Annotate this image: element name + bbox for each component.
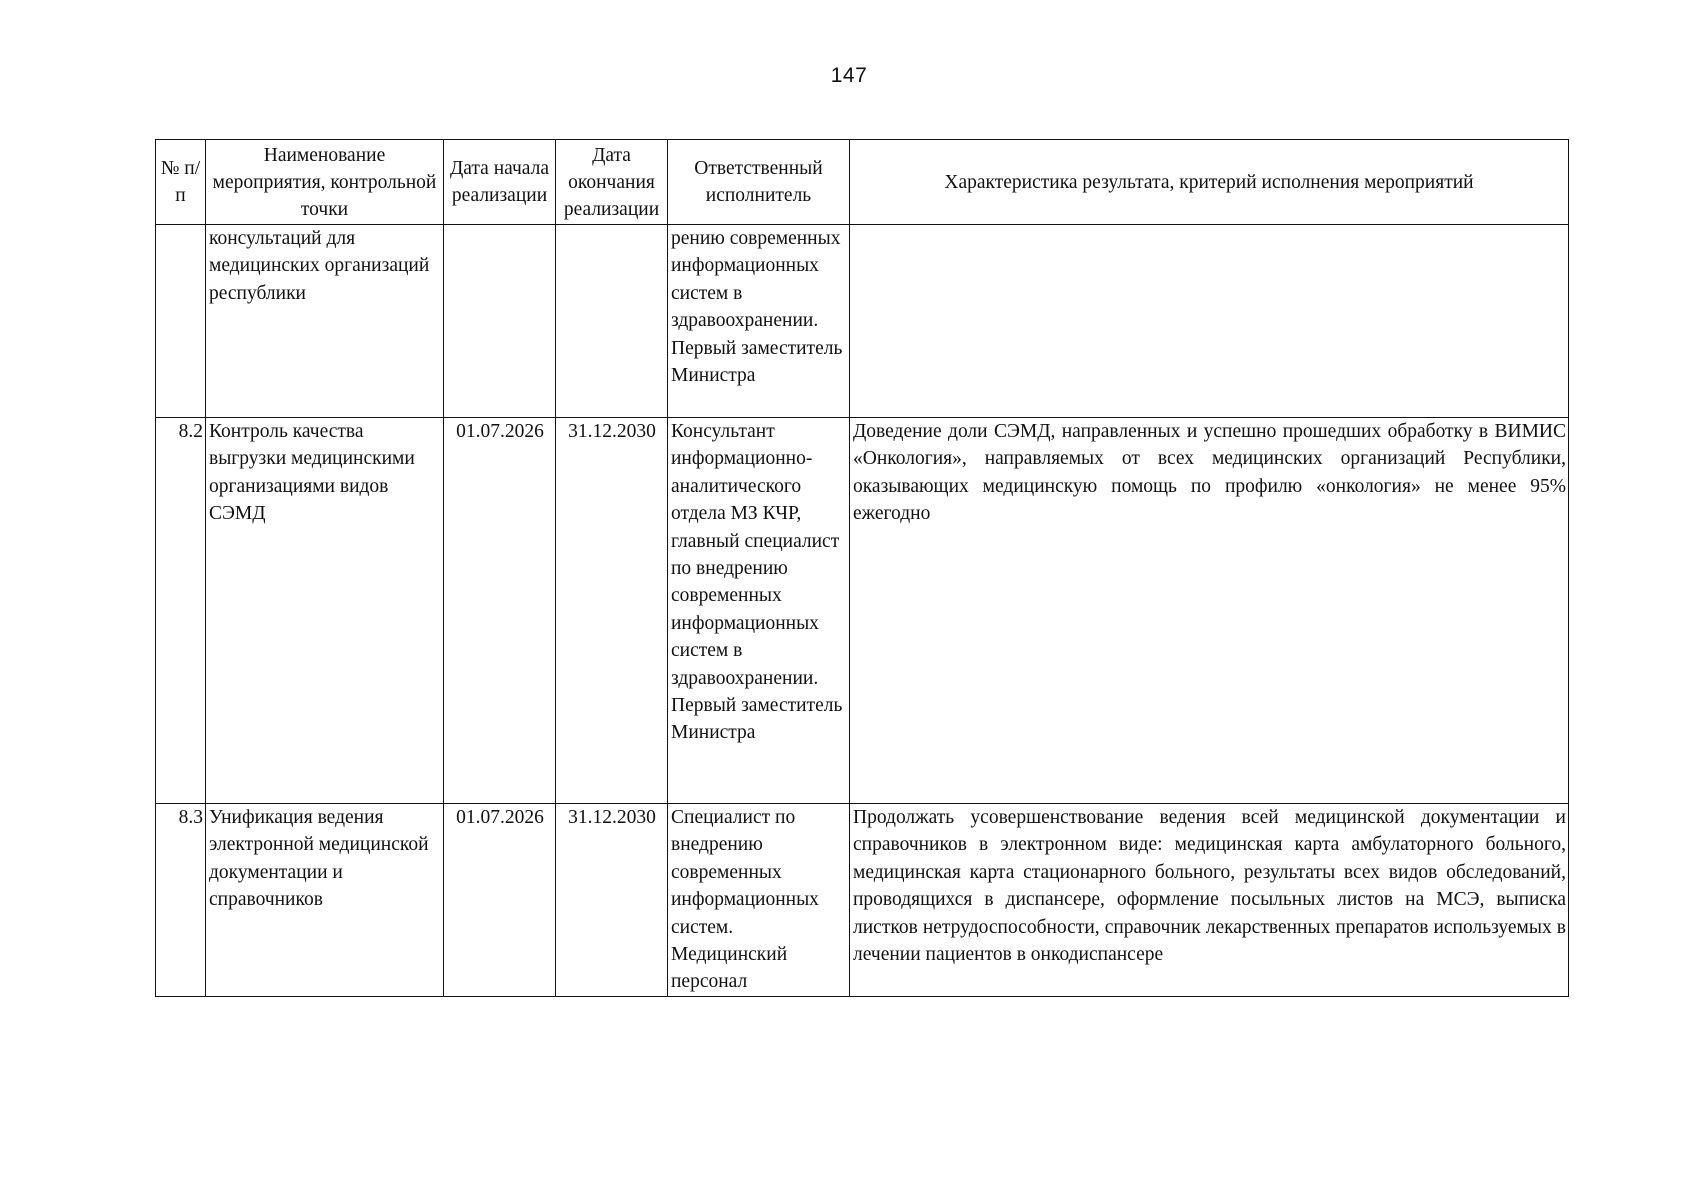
- row-start-date: 01.07.2026: [444, 418, 556, 804]
- header-start-date: Дата начала реализации: [444, 140, 556, 225]
- header-name: Наименование мероприятия, контрольной точки: [206, 140, 444, 225]
- table-row: [156, 418, 1569, 804]
- header-responsible: Ответственный исполнитель: [668, 140, 850, 225]
- page-number: 147: [830, 64, 868, 87]
- row-start-date: 01.07.2026: [444, 804, 556, 997]
- row-start-date: [444, 225, 556, 418]
- row-result: Продолжать усовершенствование ведения всей медицинской документации и справочников в электронном виде: медицинская карта амбулаторного больного, медицинская карта стационарного больного, результаты всех видов обследований, проводящихся в диспансере, оформление посыльных листов на МСЭ, выписка листков нетрудоспособности, справочник лекарственных препаратов используемых в лечении пациентов в онкодиспансере: [850, 804, 1569, 997]
- header-end-date: Дата окончания реализации: [556, 140, 668, 225]
- row-responsible: Консультант информационно-аналитического отдела МЗ КЧР, главный специалист по внедрению современных информационных систем в здравоохранении. Первый заместитель Министра: [668, 418, 850, 804]
- row-num: [156, 225, 206, 418]
- row-name: Унификация ведения электронной медицинской документации и справочников: [206, 804, 444, 997]
- row-result: Доведение доли СЭМД, направленных и успешно прошедших обработку в ВИМИС «Онкология», направляемых от всех медицинских организаций Республики, оказывающих медицинскую помощь по профилю «онкология» не менее 95% ежегодно: [850, 418, 1569, 804]
- table-row: [156, 225, 1569, 418]
- row-num: 8.3: [156, 804, 206, 997]
- row-name: консультаций для медицинских организаций республики: [206, 225, 444, 418]
- row-end-date: 31.12.2030: [556, 804, 668, 997]
- activities-table: [155, 139, 1569, 997]
- header-num: № п/п: [156, 140, 206, 225]
- row-name: Контроль качества выгрузки медицинскими организациями видов СЭМД: [206, 418, 444, 804]
- table-header-row: [156, 140, 1569, 225]
- row-responsible: рению современных информационных систем в здравоохранении. Первый заместитель Министра: [668, 225, 850, 418]
- row-end-date: 31.12.2030: [556, 418, 668, 804]
- table-row: [156, 804, 1569, 997]
- row-result: [850, 225, 1569, 418]
- row-responsible: Специалист по внедрению современных информационных систем. Медицинский персонал: [668, 804, 850, 997]
- row-num: 8.2: [156, 418, 206, 804]
- row-end-date: [556, 225, 668, 418]
- header-result: Характеристика результата, критерий исполнения мероприятий: [850, 140, 1569, 225]
